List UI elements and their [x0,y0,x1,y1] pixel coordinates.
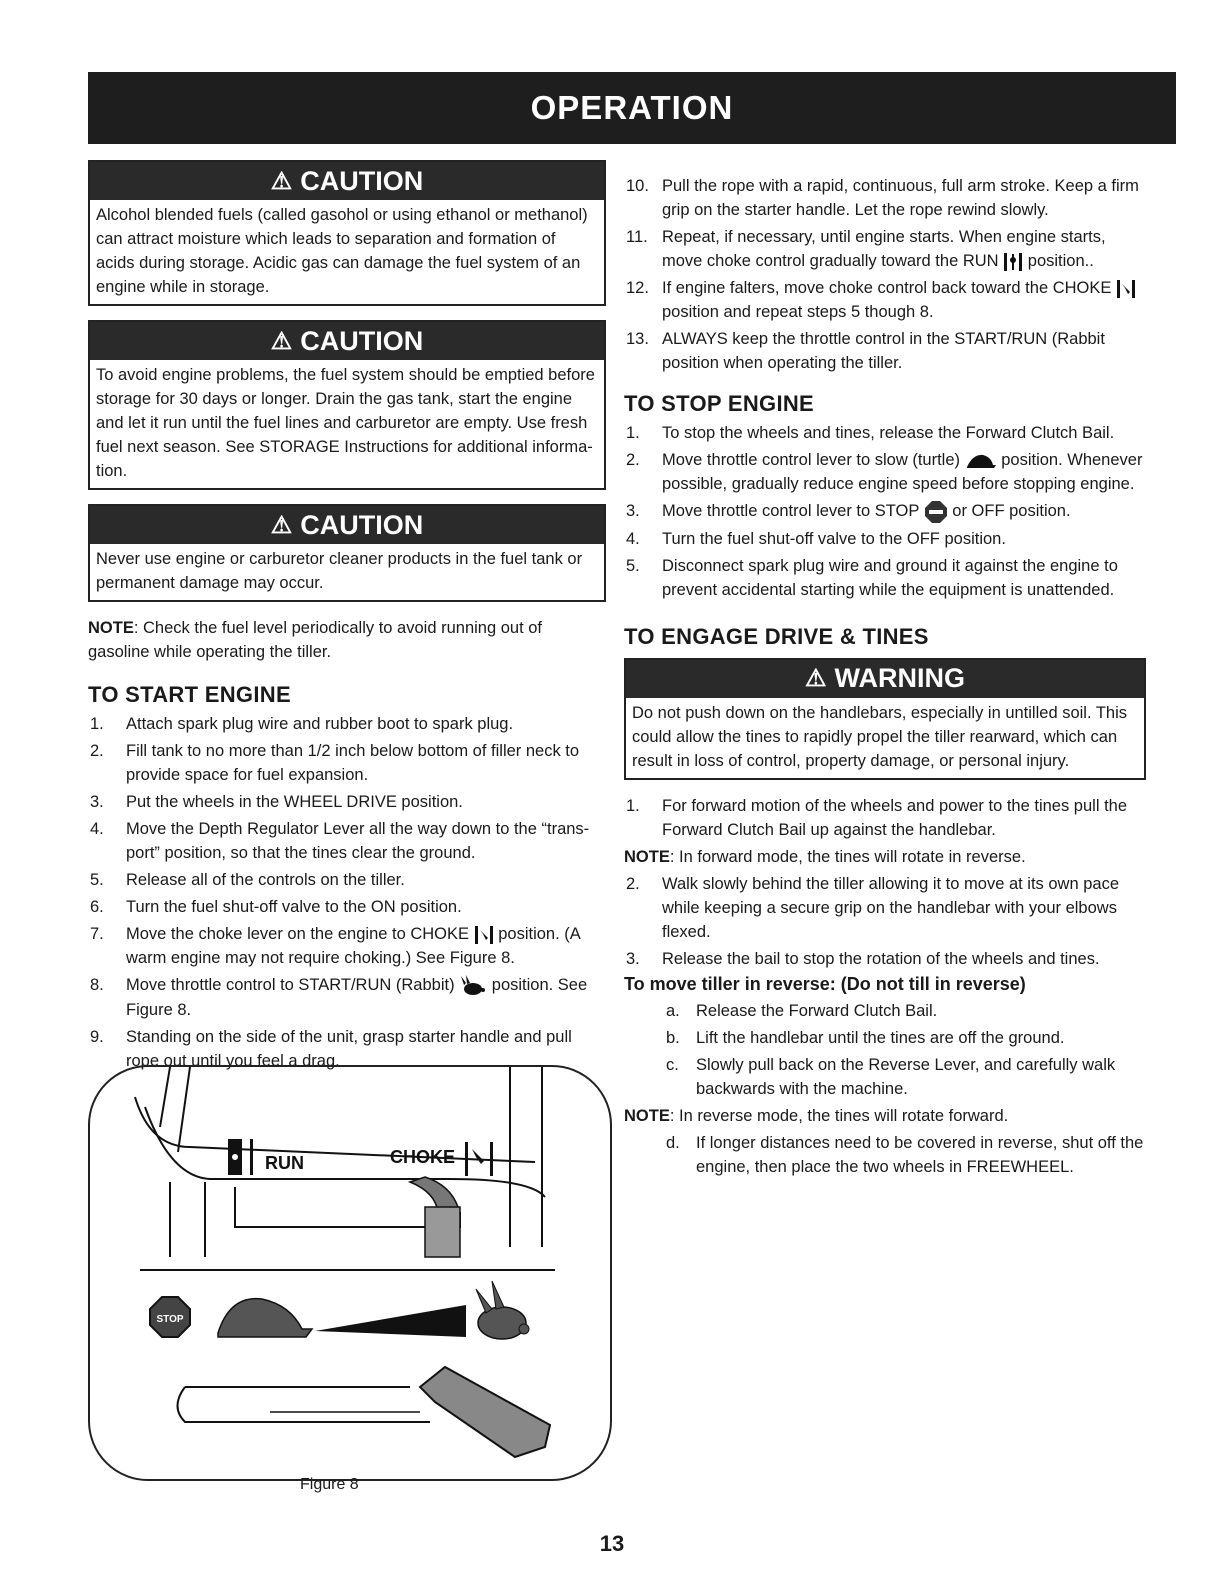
warning-triangle-icon: ⚠ [270,167,293,195]
list-item: 10. Pull the rope with a rapid, continuous, full arm stroke. Keep a firm grip on the starter handle. Let the rope rewind slowly. [626,177,1139,219]
warning-triangle-icon: ⚠ [804,665,827,693]
list-item: 11. Repeat, if necessary, until engine starts. When engine starts, move choke control gradually toward the RUN position.. [626,228,1106,270]
choke-label: CHOKE [390,1147,456,1167]
engage-drive-heading: TO ENGAGE DRIVE & TINES [624,623,929,649]
list-item: 7. Move the choke lever on the engine to CHOKE position. (A warm engine may not require choking.) See Figure 8. [90,925,580,967]
caution-header: ⚠ CAUTION [90,322,604,360]
reverse-heading: To move tiller in reverse: (Do not till in reverse) [624,973,1026,994]
warning-triangle-icon: ⚠ [270,327,293,355]
caution-box-cleaner-products [88,504,606,602]
list-item: 2. Walk slowly behind the tiller allowing it to move at its own pace while keeping a secure grip on the handlebar with your elbows flexed. [626,874,1120,941]
figure-8-illustration [90,1067,610,1479]
speed-wedge-icon [315,1305,466,1337]
figure-caption: Figure 8 [300,1476,359,1493]
caution-text: Alcohol blended fuels (called gasohol or using ethanol or methanol) can attract moisture which leads to separation and formation of acids during storage. Acidic gas can damage the fuel system of an engine while in storage. [96,206,588,296]
choke-symbol-icon [1116,279,1136,299]
start-engine-steps [88,712,606,1073]
warning-triangle-icon: ⚠ [270,511,293,539]
run-label: RUN [265,1153,304,1173]
list-item: 13. ALWAYS keep the throttle control in the START/RUN (Rabbit position when operating the tiller. [626,330,1105,372]
caution-header: ⚠ CAUTION [90,162,604,200]
forward-mode-note: NOTE: In forward mode, the tines will rotate in reverse. [624,847,1026,866]
list-item: 1. Attach spark plug wire and rubber boot to spark plug. [90,715,514,733]
caution-box-fuel-storage [88,320,606,490]
choke-symbol-icon [474,925,494,945]
stop-sign-icon [924,500,948,524]
list-item: b. Lift the handlebar until the tines are off the ground. [666,1028,1065,1047]
caution-text: Never use engine or carburetor cleaner products in the fuel tank or permanent damage may occur. [96,550,583,592]
reverse-steps [624,999,1146,1101]
figure-8-throttle-diagram [88,1065,612,1481]
list-item: 3. Put the wheels in the WHEEL DRIVE position. [90,793,463,811]
list-item: 6. Turn the fuel shut-off valve to the ON position. [90,898,462,916]
list-item: 4. Turn the fuel shut-off valve to the OFF position. [626,529,1006,548]
list-item: a. Release the Forward Clutch Bail. [666,1001,938,1020]
rabbit-figure-icon [476,1281,529,1339]
page-number: 13 [599,1531,625,1556]
section-title: OPERATION [530,89,734,126]
turtle-icon [965,453,997,469]
stop-sign-label: STOP [156,1314,184,1325]
fuel-level-note: NOTE: Check the fuel level periodically to avoid running out of gasoline while operating the tiller. [88,619,543,661]
reverse-mode-note: NOTE: In reverse mode, the tines will rotate forward. [624,1106,1009,1125]
list-item: 9. Standing on the side of the unit, grasp starter handle and pull rope out until you feel a drag. [90,1027,572,1070]
stop-engine-steps [624,421,1146,602]
reverse-steps-continued [624,1131,1146,1179]
list-item: 4. Move the Depth Regulator Lever all the way down to the “trans-port” position, so that the tines clear the ground. [90,820,590,862]
run-symbol-icon [1003,252,1023,272]
warning-text: Do not push down on the handlebars, especially in untilled soil. This could allow the tines to rapidly propel the tiller rearward, which can result in loss of control, property damage, or personal injury. [632,703,1127,770]
list-item: 5. Release all of the controls on the tiller. [90,871,405,889]
start-engine-steps-continued [624,174,1146,375]
stop-engine-heading: TO STOP ENGINE [624,391,815,416]
list-item: 1. For forward motion of the wheels and power to the tines pull the Forward Clutch Bail up against the handlebar. [626,796,1128,839]
list-item: 1. To stop the wheels and tines, release the Forward Clutch Bail. [626,424,1115,442]
list-item: 8. Move throttle control to START/RUN (Rabbit) position. See Figure 8. [88,973,606,1022]
caution-header: ⚠ CAUTION [90,506,604,544]
list-item: 2. Fill tank to no more than 1/2 inch below bottom of filler neck to provide space for fuel expansion. [90,742,580,784]
list-item: 3. Move throttle control lever to STOP or OFF position. [624,499,1146,524]
warning-header: ⚠ WARNING [626,660,1144,698]
list-item: c. Slowly pull back on the Reverse Lever, and carefully walk backwards with the machine. [666,1055,1116,1098]
list-item: d. If longer distances need to be covered in reverse, shut off the engine, then place the two wheels in FREEWHEEL. [666,1133,1144,1176]
list-item: 2. Move throttle control lever to slow (turtle) position. Whenever possible, gradually reduce engine speed before stopping engine. [626,451,1143,493]
start-engine-heading: TO START ENGINE [88,682,291,707]
left-column [88,160,606,1076]
list-item: 3. Release the bail to stop the rotation of the wheels and tines. [626,949,1100,968]
section-banner [88,72,1176,144]
list-item: 12. If engine falters, move choke control back toward the CHOKE position and repeat steps 5 though 8. [624,276,1146,324]
list-item: 5. Disconnect spark plug wire and ground it against the engine to prevent accidental starting while the equipment is unattended. [626,556,1118,599]
engage-steps [624,794,1146,842]
right-column [624,174,1146,1182]
rabbit-icon [459,974,487,998]
warning-box-handlebars [624,658,1146,780]
engage-steps-continued [624,872,1146,971]
caution-text: To avoid engine problems, the fuel system should be emptied before storage for 30 days or longer. Drain the gas tank, start the engine and let it run until the fuel lines and carburetor are empty. Use fresh fuel next season. See STORAGE Instructions for additional informa-tion. [96,366,595,480]
turtle-icon [218,1299,312,1337]
caution-box-alcohol-fuels [88,160,606,306]
